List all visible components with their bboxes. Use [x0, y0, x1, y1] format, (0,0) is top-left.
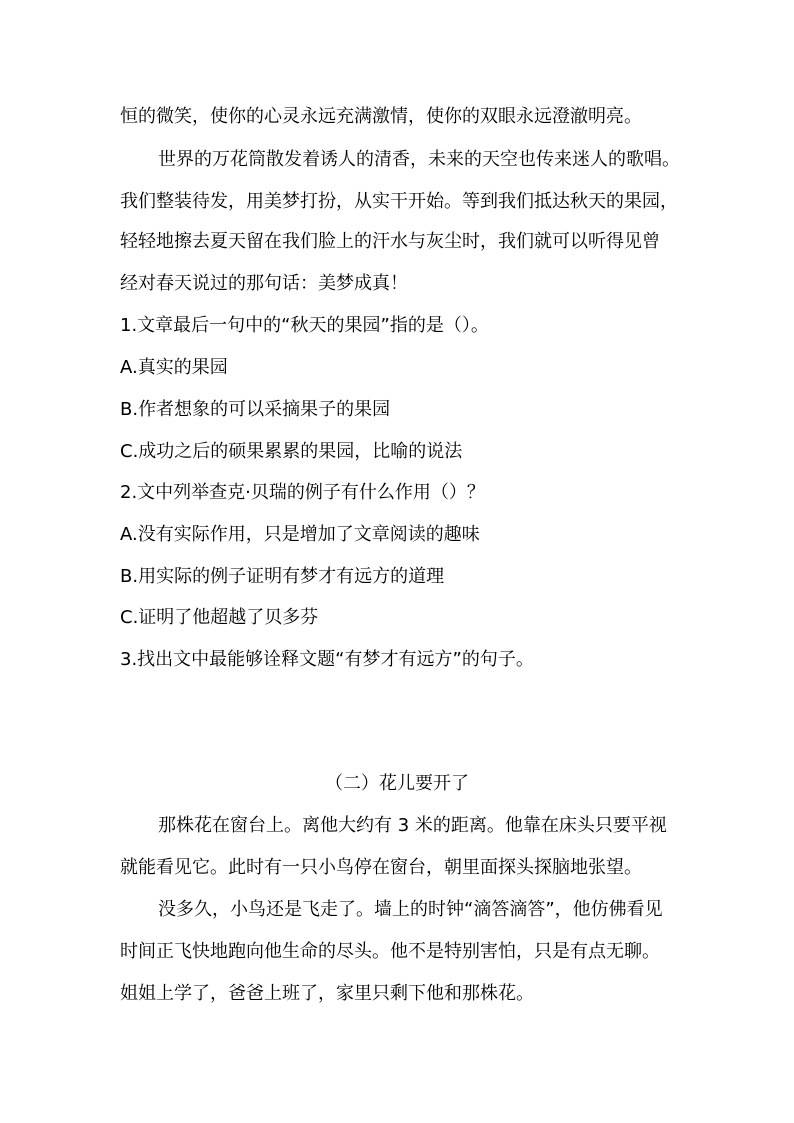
question-1-option-b: B.作者想象的可以采摘果子的果园 — [120, 399, 391, 420]
passage-two-text-line-4: 时间正飞快地跑向他生命的尽头。他不是特别害怕，只是有点无聊。 — [120, 941, 660, 962]
question-1-option-a: A.真实的果园 — [120, 357, 228, 378]
passage-one-text-line-4: 轻轻地擦去夏天留在我们脸上的汗水与灰尘时，我们就可以听得见曾 — [120, 231, 660, 252]
passage-two-text-line-1: 那株花在窗台上。离他大约有 3 米的距离。他靠在床头只要平视 — [158, 815, 667, 836]
question-1: 1.文章最后一句中的“秋天的果园”指的是（）。 — [120, 315, 489, 336]
question-3: 3.找出文中最能够诠释文题“有梦才有远方”的句子。 — [120, 649, 534, 670]
passage-two-text-line-3: 没多久，小鸟还是飞走了。墙上的时钟“滴答滴答”，他仿佛看见 — [158, 899, 663, 920]
question-2: 2.文中列举查克·贝瑞的例子有什么作用（）？ — [120, 482, 485, 503]
passage-one-text-line-5: 经对春天说过的那句话：美梦成真！ — [120, 273, 408, 294]
passage-one-text-line-3: 我们整装待发，用美梦打扮，从实干开始。等到我们抵达秋天的果园， — [120, 191, 678, 212]
passage-one-text-line-1: 恒的微笑，使你的心灵永远充满激情，使你的双眼永远澄澈明亮。 — [120, 106, 642, 127]
passage-two-text-line-5: 姐姐上学了，爸爸上班了，家里只剩下他和那株花。 — [120, 983, 534, 1004]
passage-two-text-line-2: 就能看见它。此时有一只小鸟停在窗台，朝里面探头探脑地张望。 — [120, 857, 642, 878]
question-2-option-a: A.没有实际作用，只是增加了文章阅读的趣味 — [120, 524, 480, 545]
question-2-option-c: C.证明了他超越了贝多芬 — [120, 607, 319, 628]
question-2-option-b: B.用实际的例子证明有梦才有远方的道理 — [120, 566, 445, 587]
passage-one-text-line-2: 世界的万花筒散发着诱人的清香，未来的天空也传来迷人的歌唱。 — [158, 149, 680, 170]
section-title: （二）花儿要开了 — [325, 773, 469, 794]
question-1-option-c: C.成功之后的硕果累累的果园，比喻的说法 — [120, 441, 463, 462]
